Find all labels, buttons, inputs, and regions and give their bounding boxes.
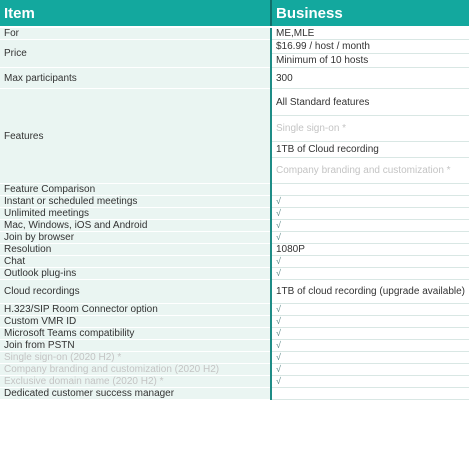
- table-row: [0, 184, 469, 196]
- table-row: [0, 244, 469, 256]
- feature-item: Company branding and customization *: [271, 158, 469, 184]
- table-row: [0, 316, 469, 328]
- row-label: Join from PSTN: [0, 340, 271, 352]
- row-label: Custom VMR ID: [0, 316, 271, 328]
- table-row: [0, 364, 469, 376]
- row-label: Microsoft Teams compatibility: [0, 328, 271, 340]
- table-row: [0, 256, 469, 268]
- row-value: [271, 388, 469, 400]
- table-row: [0, 388, 469, 400]
- check-mark: √: [271, 328, 469, 340]
- check-mark: √: [271, 268, 469, 280]
- row-label: Mac, Windows, iOS and Android: [0, 220, 271, 232]
- check-mark: √: [271, 196, 469, 208]
- row-label: Chat: [0, 256, 271, 268]
- table-row: [0, 352, 469, 364]
- row-label: Unlimited meetings: [0, 208, 271, 220]
- check-mark: √: [271, 364, 469, 376]
- check-mark: √: [271, 340, 469, 352]
- row-label: Resolution: [0, 244, 271, 256]
- table-row: [0, 208, 469, 220]
- row-label: Cloud recordings: [0, 280, 271, 304]
- row-label: Dedicated customer success manager: [0, 388, 271, 400]
- table-row: [0, 376, 469, 388]
- table-row: [0, 268, 469, 280]
- row-label: Max participants: [0, 68, 271, 89]
- row-label: Instant or scheduled meetings: [0, 196, 271, 208]
- table-row: [0, 40, 469, 54]
- table-row: [0, 68, 469, 89]
- table-row: [0, 220, 469, 232]
- row-label: Single sign-on (2020 H2) *: [0, 352, 271, 364]
- business-column-header: Business: [271, 0, 469, 27]
- check-mark: √: [271, 304, 469, 316]
- row-label: Outlook plug-ins: [0, 268, 271, 280]
- table-row: [0, 196, 469, 208]
- feature-item: All Standard features: [271, 89, 469, 116]
- table-row: [0, 304, 469, 316]
- row-label: Join by browser: [0, 232, 271, 244]
- row-value: [271, 184, 469, 196]
- check-mark: √: [271, 376, 469, 388]
- item-column-header: Item: [0, 0, 271, 27]
- table-row: [0, 340, 469, 352]
- row-label: Price: [0, 40, 271, 68]
- feature-item: Single sign-on *: [271, 116, 469, 142]
- row-label: H.323/SIP Room Connector option: [0, 304, 271, 316]
- check-mark: √: [271, 220, 469, 232]
- table-row: [0, 27, 469, 40]
- row-label: For: [0, 27, 271, 40]
- row-label: Features: [0, 89, 271, 184]
- check-mark: √: [271, 352, 469, 364]
- check-mark: √: [271, 316, 469, 328]
- row-label: Company branding and customization (2020 H2): [0, 364, 271, 376]
- table-row: [0, 280, 469, 304]
- price-value: $16.99 / host / month: [271, 40, 469, 54]
- table-row: [0, 328, 469, 340]
- check-mark: √: [271, 256, 469, 268]
- row-label: Exclusive domain name (2020 H2) *: [0, 376, 271, 388]
- row-label: Feature Comparison: [0, 184, 271, 196]
- table-row: [0, 232, 469, 244]
- minimum-hosts-value: Minimum of 10 hosts: [271, 54, 469, 68]
- row-value: 300: [271, 68, 469, 89]
- row-value: ME,MLE: [271, 27, 469, 40]
- feature-item: 1TB of Cloud recording: [271, 142, 469, 158]
- resolution-value: 1080P: [271, 244, 469, 256]
- check-mark: √: [271, 232, 469, 244]
- check-mark: √: [271, 208, 469, 220]
- table-row: [0, 89, 469, 116]
- cloud-recording-value: 1TB of cloud recording (upgrade available): [271, 280, 469, 304]
- table-header-row: [0, 0, 469, 27]
